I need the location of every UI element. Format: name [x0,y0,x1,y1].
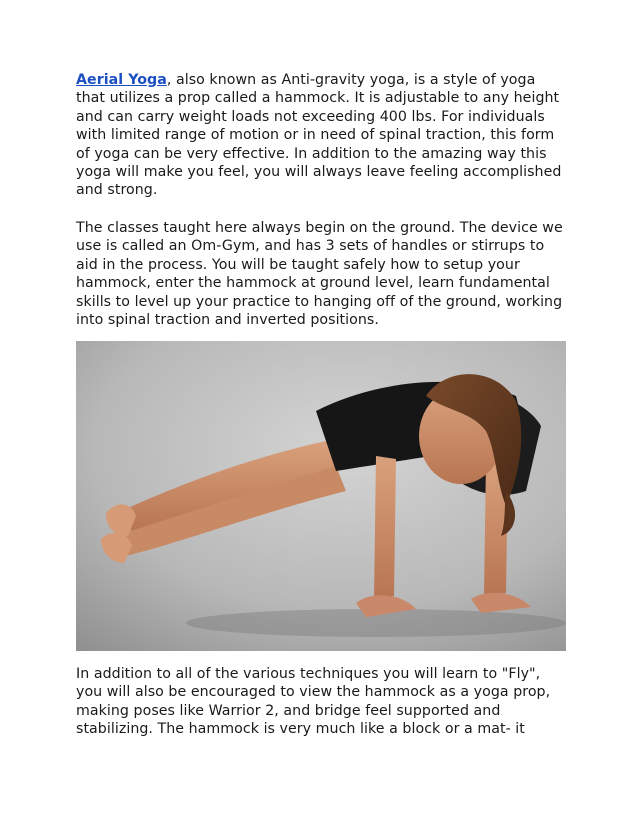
classes-paragraph: The classes taught here always begin on the ground. The device we use is called an Om-Gym, and has 3 sets of handles or stirrups to aid in the process. You will be taught safely how to setup your hammock, enter the hammock at ground level, learn fundamental skills to level up your practice to hanging off of the ground, working into spinal traction and inverted positions. [76,220,563,329]
yoga-pose-photo [76,341,566,651]
techniques-paragraph: In addition to all of the various techniques you will learn to "Fly", you will also be encouraged to view the hammock as a yoga prop, making poses like Warrior 2, and bridge feel supported and stabilizing. The hammock is very much like a block or a mat- it [76,666,551,738]
intro-paragraph-text: , also known as Anti-gravity yoga, is a style of yoga that utilizes a prop called a hammock. It is adjustable to any height and can carry weight loads not exceeding 400 lbs. For individuals with limited range of motion or in need of spinal traction, this form of yoga can be very effective. In addition to the amazing way this yoga will make you feel, you will always leave feeling accomplished and strong. [76,72,562,199]
intro-paragraph [76,71,566,200]
aerial-yoga-link[interactable]: Aerial Yoga [76,72,167,88]
